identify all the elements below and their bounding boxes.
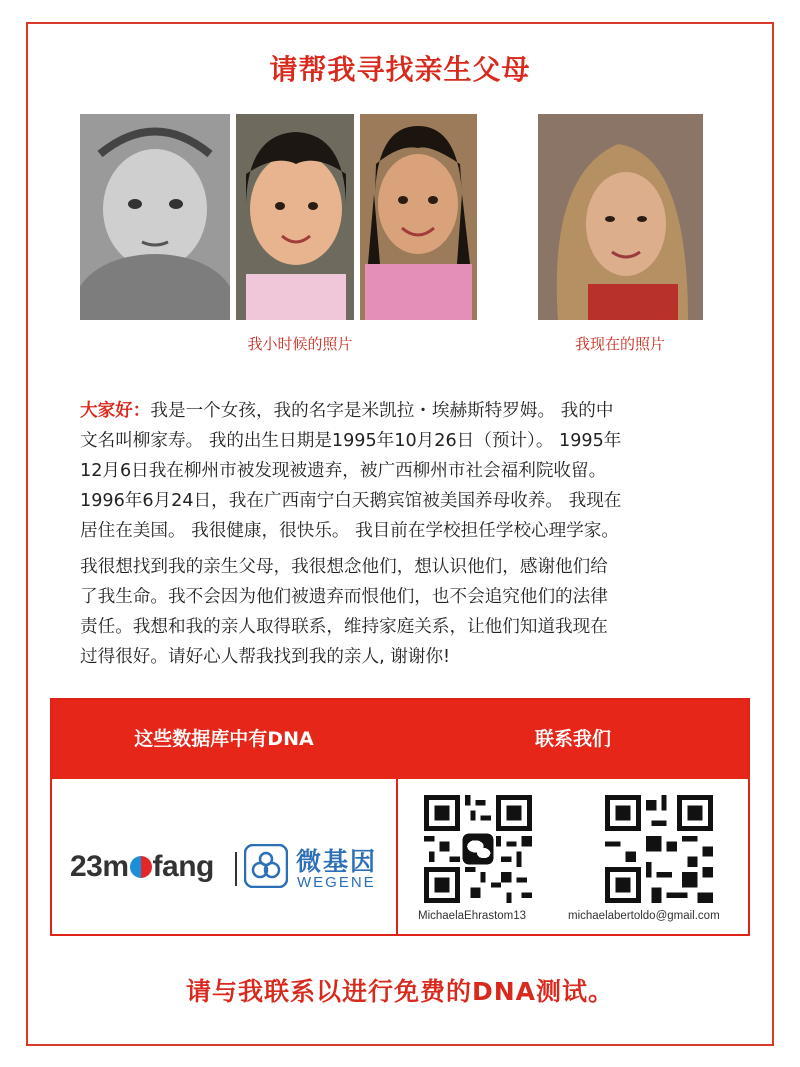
page-title: 请帮我寻找亲生父母 xyxy=(269,53,531,86)
footer-call-to-action: 请与我联系以进行免费的DNA测试。 xyxy=(185,977,615,1006)
contact-header: 联系我们 xyxy=(534,728,611,750)
childhood-caption: 我小时候的照片 xyxy=(247,335,353,353)
current-photo xyxy=(538,114,703,320)
baby-photo xyxy=(80,114,230,320)
intro-paragraph xyxy=(80,396,730,546)
intro-line-1: 大家好：我是一个女孩，我的名字是米凯拉・埃赫斯特罗姆。 我的中 xyxy=(80,401,614,421)
toddler-photo xyxy=(236,114,354,320)
wechat-id: MichaelaEhrastom13 xyxy=(418,910,527,922)
table-header xyxy=(52,700,748,779)
wegene-name-en: WEGENE xyxy=(297,874,376,891)
wegene-name-cn: 微基因 xyxy=(296,847,378,876)
email-address[interactable]: michaelabertoldo@gmail.com xyxy=(568,910,720,922)
plea-paragraph xyxy=(80,552,730,672)
plea-line-2: 了我生命。我不会因为他们被遗弃而恨他们，也不会追究他们的法律 xyxy=(80,587,608,607)
23mofang-logo-icon xyxy=(130,856,152,878)
intro-line-2: 文名叫柳家寿。 我的出生日期是1995年10月26日（预计）。 1995年 xyxy=(80,431,622,451)
wechat-qr-code[interactable] xyxy=(424,795,532,903)
child-photo xyxy=(360,114,477,320)
plea-line-4: 过得很好。请好心人帮我找到我的亲人, 谢谢你! xyxy=(80,647,451,667)
23mofang-logo: 23m fang xyxy=(70,850,214,883)
email-qr-code[interactable] xyxy=(605,795,713,903)
intro-line-4: 1996年6月24日，我在广西南宁白天鹅宾馆被美国养母收养。 我现在 xyxy=(80,491,622,511)
table-divider xyxy=(396,779,398,934)
dna-header: 这些数据库中有DNA xyxy=(134,728,314,750)
current-caption: 我现在的照片 xyxy=(574,335,665,353)
plea-line-1: 我很想找到我的亲生父母，我很想念他们，想认识他们，感谢他们给 xyxy=(80,557,608,577)
intro-line-5: 居住在美国。 我很健康，很快乐。 我目前在学校担任学校心理学家。 xyxy=(80,521,620,541)
wegene-logo-icon xyxy=(244,844,288,888)
greeting: 大家好： xyxy=(80,401,151,421)
intro-line-3: 12月6日我在柳州市被发现被遗弃，被广西柳州市社会福利院收留。 xyxy=(80,461,607,481)
plea-line-3: 责任。我想和我的亲人取得联系，维持家庭关系，让他们知道我现在 xyxy=(80,617,608,637)
logo-divider xyxy=(235,852,237,886)
info-table xyxy=(50,698,750,936)
